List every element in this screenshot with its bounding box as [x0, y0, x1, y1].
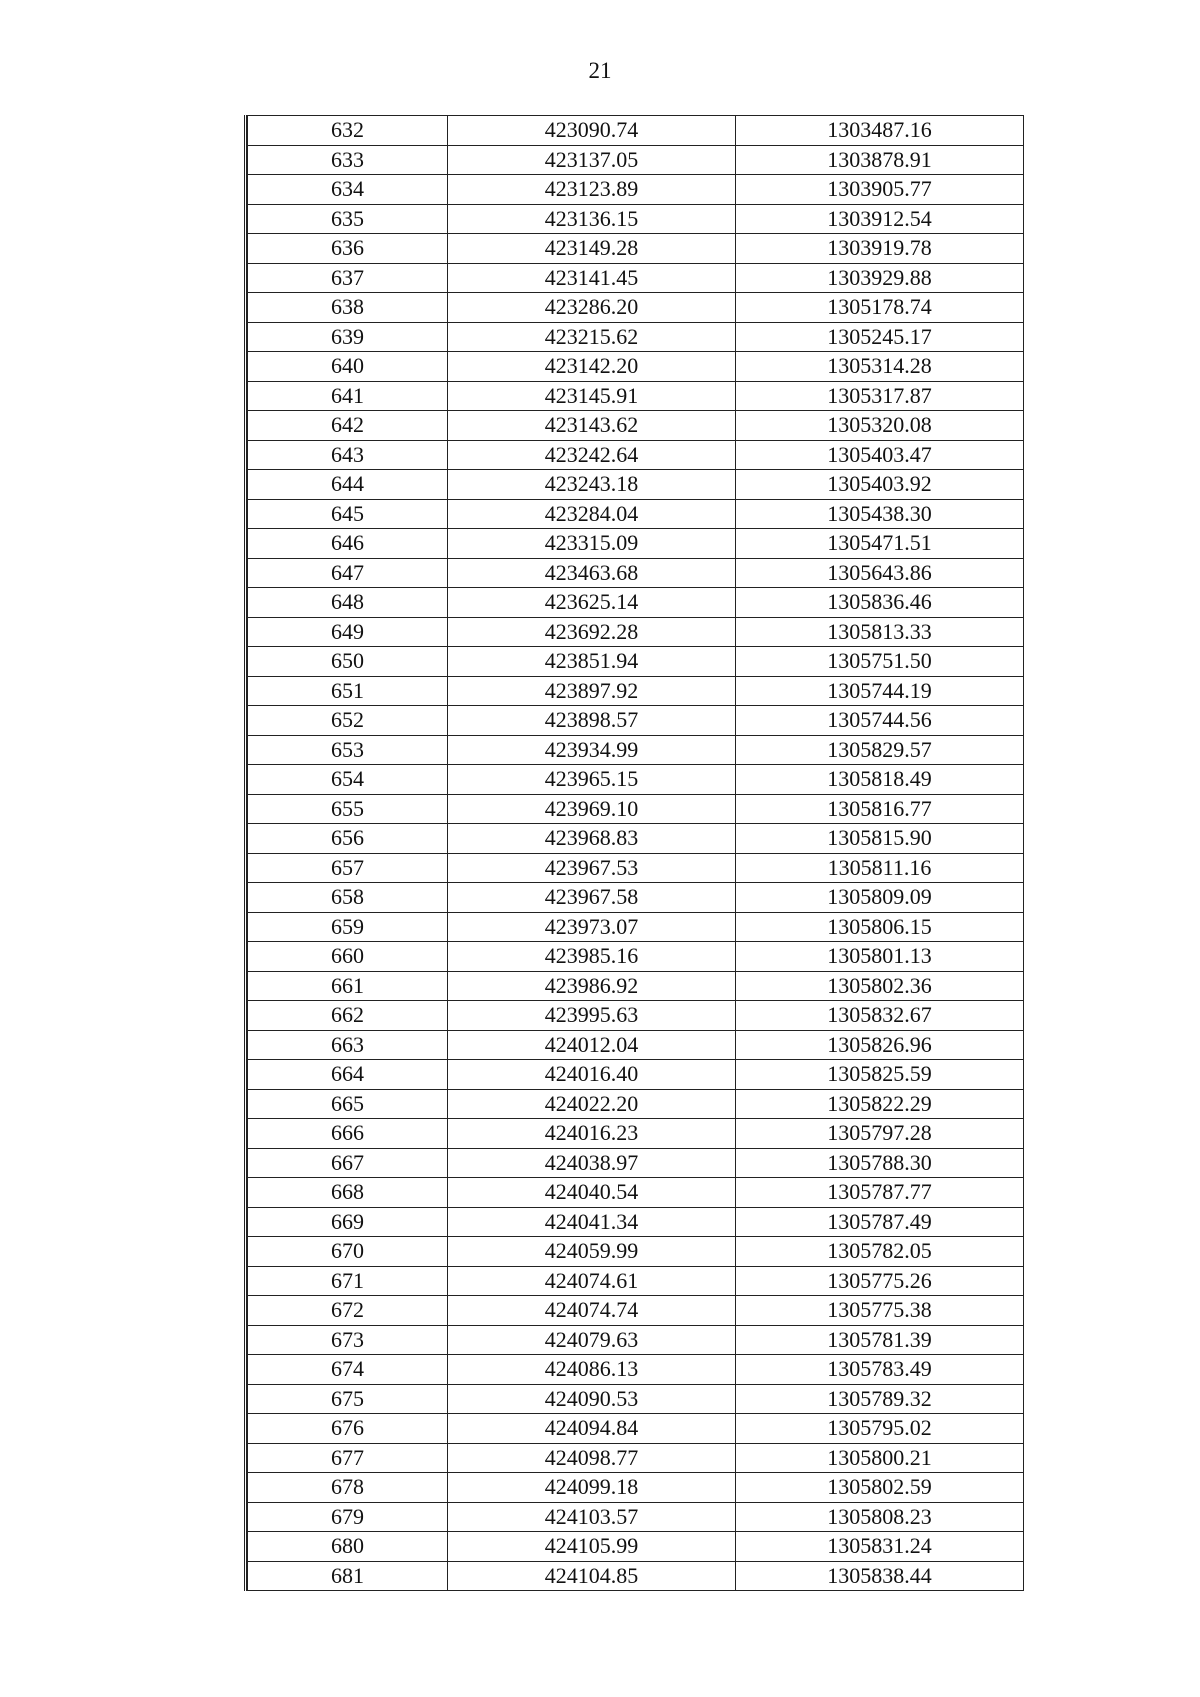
point-number-cell: 635 — [248, 204, 448, 234]
point-number-cell: 680 — [248, 1532, 448, 1562]
point-number-cell: 638 — [248, 293, 448, 323]
y-coordinate-cell: 1305317.87 — [736, 381, 1024, 411]
point-number-cell: 653 — [248, 735, 448, 765]
point-number-cell: 647 — [248, 558, 448, 588]
y-coordinate-cell: 1305178.74 — [736, 293, 1024, 323]
table-row — [248, 1089, 1024, 1119]
point-number-cell: 673 — [248, 1325, 448, 1355]
table-row — [248, 1502, 1024, 1532]
table-row — [248, 1266, 1024, 1296]
point-number-cell: 646 — [248, 529, 448, 559]
y-coordinate-cell: 1305787.77 — [736, 1178, 1024, 1208]
y-coordinate-cell: 1303929.88 — [736, 263, 1024, 293]
table-row — [248, 322, 1024, 352]
x-coordinate-cell: 423897.92 — [448, 676, 736, 706]
point-number-cell: 662 — [248, 1001, 448, 1031]
point-number-cell: 675 — [248, 1384, 448, 1414]
y-coordinate-cell: 1305825.59 — [736, 1060, 1024, 1090]
table-row — [248, 824, 1024, 854]
x-coordinate-cell: 423090.74 — [448, 116, 736, 146]
table-row — [248, 1001, 1024, 1031]
y-coordinate-cell: 1303905.77 — [736, 175, 1024, 205]
table-row — [248, 234, 1024, 264]
table-row — [248, 647, 1024, 677]
point-number-cell: 668 — [248, 1178, 448, 1208]
table-row — [248, 588, 1024, 618]
table-row — [248, 1384, 1024, 1414]
table-row — [248, 1207, 1024, 1237]
y-coordinate-cell: 1305788.30 — [736, 1148, 1024, 1178]
x-coordinate-cell: 423149.28 — [448, 234, 736, 264]
y-coordinate-cell: 1305826.96 — [736, 1030, 1024, 1060]
table-row — [248, 735, 1024, 765]
x-coordinate-cell: 424094.84 — [448, 1414, 736, 1444]
coordinates-table — [247, 115, 1024, 1591]
table-row — [248, 411, 1024, 441]
point-number-cell: 659 — [248, 912, 448, 942]
y-coordinate-cell: 1305744.56 — [736, 706, 1024, 736]
y-coordinate-cell: 1305795.02 — [736, 1414, 1024, 1444]
x-coordinate-cell: 424016.40 — [448, 1060, 736, 1090]
table-row — [248, 1060, 1024, 1090]
x-coordinate-cell: 423284.04 — [448, 499, 736, 529]
point-number-cell: 656 — [248, 824, 448, 854]
table-row — [248, 765, 1024, 795]
point-number-cell: 665 — [248, 1089, 448, 1119]
table-row — [248, 381, 1024, 411]
table-row — [248, 293, 1024, 323]
table-row — [248, 1414, 1024, 1444]
point-number-cell: 681 — [248, 1561, 448, 1591]
y-coordinate-cell: 1305314.28 — [736, 352, 1024, 382]
x-coordinate-cell: 424079.63 — [448, 1325, 736, 1355]
point-number-cell: 671 — [248, 1266, 448, 1296]
table-row — [248, 440, 1024, 470]
x-coordinate-cell: 424016.23 — [448, 1119, 736, 1149]
x-coordinate-cell: 423141.45 — [448, 263, 736, 293]
y-coordinate-cell: 1303912.54 — [736, 204, 1024, 234]
table-row — [248, 1178, 1024, 1208]
x-coordinate-cell: 423968.83 — [448, 824, 736, 854]
table-row — [248, 558, 1024, 588]
point-number-cell: 644 — [248, 470, 448, 500]
coordinates-table-wrapper — [244, 115, 1024, 1591]
y-coordinate-cell: 1303878.91 — [736, 145, 1024, 175]
y-coordinate-cell: 1305800.21 — [736, 1443, 1024, 1473]
y-coordinate-cell: 1305782.05 — [736, 1237, 1024, 1267]
table-row — [248, 175, 1024, 205]
point-number-cell: 676 — [248, 1414, 448, 1444]
y-coordinate-cell: 1305775.26 — [736, 1266, 1024, 1296]
x-coordinate-cell: 423973.07 — [448, 912, 736, 942]
table-row — [248, 1237, 1024, 1267]
table-row — [248, 1030, 1024, 1060]
y-coordinate-cell: 1305802.36 — [736, 971, 1024, 1001]
x-coordinate-cell: 424086.13 — [448, 1355, 736, 1385]
point-number-cell: 679 — [248, 1502, 448, 1532]
x-coordinate-cell: 423142.20 — [448, 352, 736, 382]
point-number-cell: 650 — [248, 647, 448, 677]
point-number-cell: 651 — [248, 676, 448, 706]
coordinates-table-body — [248, 116, 1024, 1591]
table-row — [248, 1561, 1024, 1591]
x-coordinate-cell: 424022.20 — [448, 1089, 736, 1119]
x-coordinate-cell: 424104.85 — [448, 1561, 736, 1591]
point-number-cell: 649 — [248, 617, 448, 647]
table-row — [248, 1443, 1024, 1473]
point-number-cell: 652 — [248, 706, 448, 736]
x-coordinate-cell: 424074.74 — [448, 1296, 736, 1326]
y-coordinate-cell: 1305801.13 — [736, 942, 1024, 972]
x-coordinate-cell: 424105.99 — [448, 1532, 736, 1562]
table-row — [248, 1325, 1024, 1355]
table-row — [248, 794, 1024, 824]
point-number-cell: 645 — [248, 499, 448, 529]
x-coordinate-cell: 423463.68 — [448, 558, 736, 588]
y-coordinate-cell: 1305831.24 — [736, 1532, 1024, 1562]
table-row — [248, 706, 1024, 736]
point-number-cell: 660 — [248, 942, 448, 972]
y-coordinate-cell: 1305832.67 — [736, 1001, 1024, 1031]
x-coordinate-cell: 423242.64 — [448, 440, 736, 470]
table-row — [248, 942, 1024, 972]
table-row — [248, 912, 1024, 942]
x-coordinate-cell: 424041.34 — [448, 1207, 736, 1237]
table-row — [248, 1148, 1024, 1178]
point-number-cell: 663 — [248, 1030, 448, 1060]
x-coordinate-cell: 423851.94 — [448, 647, 736, 677]
point-number-cell: 633 — [248, 145, 448, 175]
point-number-cell: 664 — [248, 1060, 448, 1090]
table-row — [248, 499, 1024, 529]
x-coordinate-cell: 424012.04 — [448, 1030, 736, 1060]
x-coordinate-cell: 423123.89 — [448, 175, 736, 205]
y-coordinate-cell: 1303919.78 — [736, 234, 1024, 264]
table-row — [248, 1296, 1024, 1326]
y-coordinate-cell: 1305438.30 — [736, 499, 1024, 529]
table-row — [248, 529, 1024, 559]
x-coordinate-cell: 423145.91 — [448, 381, 736, 411]
y-coordinate-cell: 1305643.86 — [736, 558, 1024, 588]
point-number-cell: 640 — [248, 352, 448, 382]
x-coordinate-cell: 423934.99 — [448, 735, 736, 765]
point-number-cell: 674 — [248, 1355, 448, 1385]
point-number-cell: 669 — [248, 1207, 448, 1237]
x-coordinate-cell: 423965.15 — [448, 765, 736, 795]
y-coordinate-cell: 1305751.50 — [736, 647, 1024, 677]
table-row — [248, 676, 1024, 706]
table-row — [248, 204, 1024, 234]
table-row — [248, 352, 1024, 382]
table-row — [248, 883, 1024, 913]
x-coordinate-cell: 423215.62 — [448, 322, 736, 352]
y-coordinate-cell: 1305815.90 — [736, 824, 1024, 854]
y-coordinate-cell: 1305838.44 — [736, 1561, 1024, 1591]
x-coordinate-cell: 423985.16 — [448, 942, 736, 972]
x-coordinate-cell: 423969.10 — [448, 794, 736, 824]
point-number-cell: 670 — [248, 1237, 448, 1267]
point-number-cell: 654 — [248, 765, 448, 795]
page-number: 21 — [588, 58, 612, 83]
y-coordinate-cell: 1305836.46 — [736, 588, 1024, 618]
y-coordinate-cell: 1305797.28 — [736, 1119, 1024, 1149]
x-coordinate-cell: 423143.62 — [448, 411, 736, 441]
x-coordinate-cell: 424090.53 — [448, 1384, 736, 1414]
point-number-cell: 634 — [248, 175, 448, 205]
y-coordinate-cell: 1305775.38 — [736, 1296, 1024, 1326]
y-coordinate-cell: 1305403.92 — [736, 470, 1024, 500]
point-number-cell: 655 — [248, 794, 448, 824]
table-row — [248, 1473, 1024, 1503]
y-coordinate-cell: 1305809.09 — [736, 883, 1024, 913]
table-row — [248, 263, 1024, 293]
table-row — [248, 1532, 1024, 1562]
point-number-cell: 648 — [248, 588, 448, 618]
y-coordinate-cell: 1305783.49 — [736, 1355, 1024, 1385]
point-number-cell: 643 — [248, 440, 448, 470]
y-coordinate-cell: 1305787.49 — [736, 1207, 1024, 1237]
y-coordinate-cell: 1305320.08 — [736, 411, 1024, 441]
y-coordinate-cell: 1305245.17 — [736, 322, 1024, 352]
y-coordinate-cell: 1305403.47 — [736, 440, 1024, 470]
x-coordinate-cell: 424059.99 — [448, 1237, 736, 1267]
y-coordinate-cell: 1305816.77 — [736, 794, 1024, 824]
table-row — [248, 1119, 1024, 1149]
x-coordinate-cell: 424098.77 — [448, 1443, 736, 1473]
table-row — [248, 145, 1024, 175]
x-coordinate-cell: 423692.28 — [448, 617, 736, 647]
y-coordinate-cell: 1305822.29 — [736, 1089, 1024, 1119]
x-coordinate-cell: 423967.53 — [448, 853, 736, 883]
x-coordinate-cell: 424038.97 — [448, 1148, 736, 1178]
point-number-cell: 678 — [248, 1473, 448, 1503]
point-number-cell: 636 — [248, 234, 448, 264]
y-coordinate-cell: 1305818.49 — [736, 765, 1024, 795]
y-coordinate-cell: 1305802.59 — [736, 1473, 1024, 1503]
y-coordinate-cell: 1305744.19 — [736, 676, 1024, 706]
point-number-cell: 639 — [248, 322, 448, 352]
table-row — [248, 617, 1024, 647]
x-coordinate-cell: 423898.57 — [448, 706, 736, 736]
point-number-cell: 642 — [248, 411, 448, 441]
point-number-cell: 667 — [248, 1148, 448, 1178]
point-number-cell: 661 — [248, 971, 448, 1001]
x-coordinate-cell: 424103.57 — [448, 1502, 736, 1532]
table-row — [248, 853, 1024, 883]
y-coordinate-cell: 1305808.23 — [736, 1502, 1024, 1532]
x-coordinate-cell: 423315.09 — [448, 529, 736, 559]
point-number-cell: 658 — [248, 883, 448, 913]
point-number-cell: 632 — [248, 116, 448, 146]
y-coordinate-cell: 1305781.39 — [736, 1325, 1024, 1355]
x-coordinate-cell: 423137.05 — [448, 145, 736, 175]
x-coordinate-cell: 424040.54 — [448, 1178, 736, 1208]
table-row — [248, 1355, 1024, 1385]
x-coordinate-cell: 423286.20 — [448, 293, 736, 323]
table-row — [248, 470, 1024, 500]
table-row — [248, 116, 1024, 146]
y-coordinate-cell: 1303487.16 — [736, 116, 1024, 146]
y-coordinate-cell: 1305806.15 — [736, 912, 1024, 942]
x-coordinate-cell: 424099.18 — [448, 1473, 736, 1503]
y-coordinate-cell: 1305829.57 — [736, 735, 1024, 765]
point-number-cell: 677 — [248, 1443, 448, 1473]
y-coordinate-cell: 1305811.16 — [736, 853, 1024, 883]
y-coordinate-cell: 1305789.32 — [736, 1384, 1024, 1414]
x-coordinate-cell: 423136.15 — [448, 204, 736, 234]
table-row — [248, 971, 1024, 1001]
x-coordinate-cell: 423625.14 — [448, 588, 736, 618]
y-coordinate-cell: 1305813.33 — [736, 617, 1024, 647]
point-number-cell: 666 — [248, 1119, 448, 1149]
point-number-cell: 637 — [248, 263, 448, 293]
y-coordinate-cell: 1305471.51 — [736, 529, 1024, 559]
x-coordinate-cell: 423986.92 — [448, 971, 736, 1001]
point-number-cell: 672 — [248, 1296, 448, 1326]
x-coordinate-cell: 423243.18 — [448, 470, 736, 500]
point-number-cell: 657 — [248, 853, 448, 883]
x-coordinate-cell: 424074.61 — [448, 1266, 736, 1296]
point-number-cell: 641 — [248, 381, 448, 411]
x-coordinate-cell: 423967.58 — [448, 883, 736, 913]
x-coordinate-cell: 423995.63 — [448, 1001, 736, 1031]
